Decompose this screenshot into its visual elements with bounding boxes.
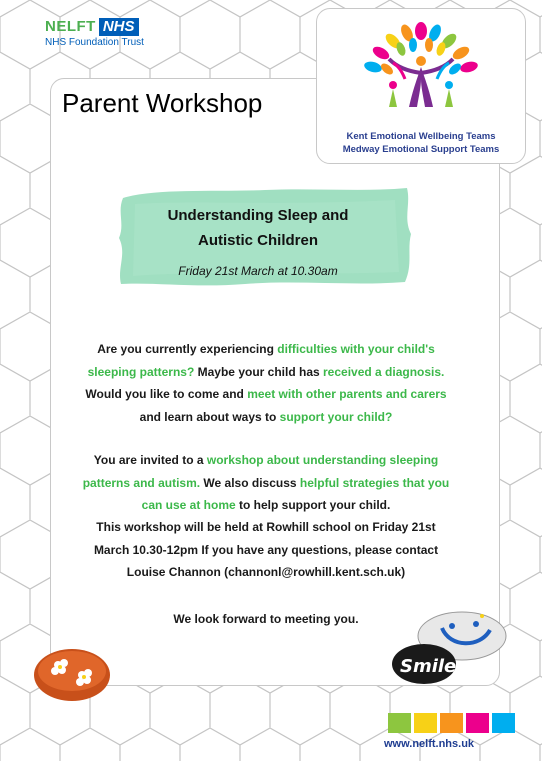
p1-segment-highlight: received a diagnosis.	[323, 364, 445, 379]
brand-color-bar	[388, 713, 515, 733]
p1-segment-highlight: meet with other parents and carers	[247, 387, 447, 401]
workshop-heading-line2: Autistic Children	[197, 232, 318, 249]
p2-segment-highlight: workshop about understanding sleeping patterns and autism.	[82, 453, 439, 490]
workshop-date: Friday 21st March at 10.30am	[178, 264, 338, 278]
nelft-nhs-logo	[45, 18, 144, 48]
page-title: Parent Workshop	[62, 88, 263, 118]
workshop-heading	[118, 203, 398, 253]
brand-color-swatch	[388, 713, 411, 733]
p2-segment-highlight: helpful strategies that you can use at home	[141, 475, 450, 512]
website-link[interactable]: www.nelft.nhs.uk	[384, 738, 475, 750]
partner-logo-box	[316, 8, 526, 164]
painted-stone-smile	[390, 608, 510, 688]
paragraph-details: This workshop will be held at Rowhill school on Friday 21st March 10.30-12pm If you have any questions, please contact Louise Channon (channonl@rowhill.kent.sch.uk)	[93, 520, 439, 579]
brand-color-swatch	[414, 713, 437, 733]
p2-segment: We also discuss	[200, 475, 300, 490]
p2-segment: You are invited to a	[93, 453, 207, 467]
p1-segment: Maybe your child has	[194, 364, 323, 379]
p2-segment: to help support your child.	[235, 498, 391, 512]
brand-color-swatch	[492, 713, 515, 733]
p1-segment-highlight: support your child?	[279, 409, 393, 424]
p1-segment: Are you currently experiencing	[97, 342, 278, 356]
p1-segment: Would you like to come and	[85, 387, 248, 401]
closing-line: We look forward to meeting you.	[173, 612, 359, 626]
tree-of-people-logo	[317, 9, 525, 127]
p1-segment: and learn about ways to	[139, 409, 280, 424]
brand-color-swatch	[466, 713, 489, 733]
stone-smile-text: Smile	[400, 656, 457, 677]
paragraph-invite	[80, 449, 452, 517]
p1-segment-highlight: difficulties with your child's sleeping patterns?	[87, 342, 435, 379]
painted-stone-flowers	[32, 645, 112, 705]
nhs-badge: NHS	[99, 18, 139, 36]
brand-color-swatch	[440, 713, 463, 733]
workshop-heading-line1: Understanding Sleep and	[167, 207, 349, 224]
partner-line-kent: Kent Emotional Wellbeing Teams	[346, 131, 496, 142]
nelft-wordmark: NELFT	[45, 18, 96, 35]
paragraph-intro	[80, 338, 452, 428]
partner-line-medway: Medway Emotional Support Teams	[342, 144, 500, 155]
org-subtitle: NHS Foundation Trust	[45, 37, 144, 48]
